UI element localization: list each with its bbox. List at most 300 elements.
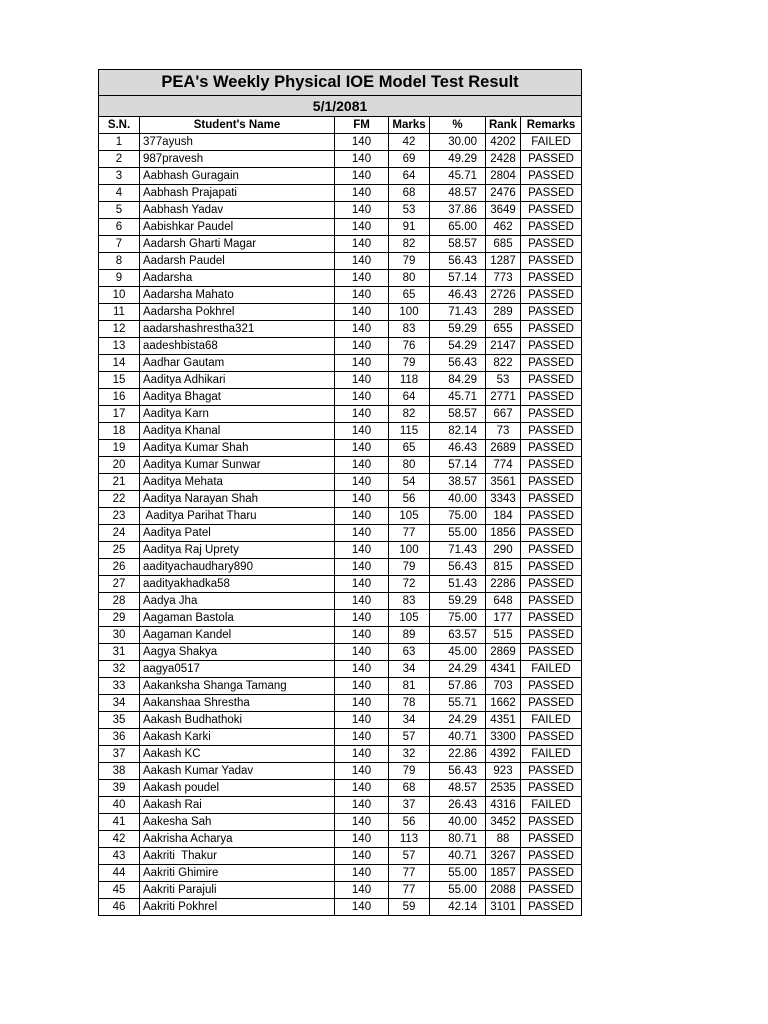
table-row — [99, 270, 582, 287]
cell-remarks: PASSED — [521, 457, 582, 474]
cell-rank: 923 — [486, 763, 521, 780]
cell-rank: 3343 — [486, 491, 521, 508]
cell-student-name: 987pravesh — [140, 151, 335, 168]
cell-remarks: PASSED — [521, 627, 582, 644]
cell-marks: 83 — [389, 321, 430, 338]
cell-sn: 46 — [99, 899, 140, 916]
cell-rank: 4351 — [486, 712, 521, 729]
cell-sn: 9 — [99, 270, 140, 287]
cell-marks: 56 — [389, 814, 430, 831]
cell-full-marks: 140 — [335, 134, 389, 151]
result-sheet — [98, 69, 581, 916]
cell-student-name: Aaditya Raj Uprety — [140, 542, 335, 559]
cell-rank: 703 — [486, 678, 521, 695]
cell-rank: 648 — [486, 593, 521, 610]
cell-remarks: PASSED — [521, 372, 582, 389]
cell-student-name: Aaditya Adhikari — [140, 372, 335, 389]
cell-percent: 65.00 — [430, 219, 486, 236]
cell-remarks: FAILED — [521, 797, 582, 814]
cell-remarks: PASSED — [521, 474, 582, 491]
cell-sn: 16 — [99, 389, 140, 406]
cell-percent: 26.43 — [430, 797, 486, 814]
cell-remarks: PASSED — [521, 780, 582, 797]
table-row — [99, 610, 582, 627]
cell-full-marks: 140 — [335, 236, 389, 253]
cell-marks: 79 — [389, 559, 430, 576]
cell-sn: 40 — [99, 797, 140, 814]
cell-sn: 39 — [99, 780, 140, 797]
cell-remarks: PASSED — [521, 440, 582, 457]
cell-marks: 100 — [389, 304, 430, 321]
cell-sn: 5 — [99, 202, 140, 219]
cell-rank: 462 — [486, 219, 521, 236]
cell-marks: 63 — [389, 644, 430, 661]
cell-remarks: PASSED — [521, 882, 582, 899]
date-row — [99, 96, 582, 117]
cell-marks: 113 — [389, 831, 430, 848]
cell-remarks: PASSED — [521, 848, 582, 865]
cell-marks: 89 — [389, 627, 430, 644]
cell-student-name: 377ayush — [140, 134, 335, 151]
cell-percent: 63.57 — [430, 627, 486, 644]
table-row — [99, 134, 582, 151]
cell-full-marks: 140 — [335, 253, 389, 270]
cell-remarks: PASSED — [521, 559, 582, 576]
cell-student-name: aagya0517 — [140, 661, 335, 678]
cell-full-marks: 140 — [335, 695, 389, 712]
cell-percent: 80.71 — [430, 831, 486, 848]
cell-rank: 2689 — [486, 440, 521, 457]
cell-sn: 44 — [99, 865, 140, 882]
cell-rank: 822 — [486, 355, 521, 372]
cell-sn: 29 — [99, 610, 140, 627]
cell-remarks: PASSED — [521, 831, 582, 848]
cell-student-name: Aadarsh Paudel — [140, 253, 335, 270]
cell-sn: 32 — [99, 661, 140, 678]
cell-rank: 4202 — [486, 134, 521, 151]
cell-rank: 774 — [486, 457, 521, 474]
cell-student-name: Aagya Shakya — [140, 644, 335, 661]
cell-remarks: PASSED — [521, 168, 582, 185]
cell-sn: 6 — [99, 219, 140, 236]
cell-student-name: Aagaman Kandel — [140, 627, 335, 644]
cell-rank: 773 — [486, 270, 521, 287]
cell-marks: 79 — [389, 355, 430, 372]
cell-marks: 81 — [389, 678, 430, 695]
cell-rank: 2771 — [486, 389, 521, 406]
cell-student-name: Aaditya Bhagat — [140, 389, 335, 406]
cell-rank: 1662 — [486, 695, 521, 712]
cell-sn: 11 — [99, 304, 140, 321]
cell-rank: 2535 — [486, 780, 521, 797]
cell-remarks: PASSED — [521, 185, 582, 202]
table-row — [99, 559, 582, 576]
cell-rank: 3101 — [486, 899, 521, 916]
cell-full-marks: 140 — [335, 372, 389, 389]
cell-student-name: Aaditya Karn — [140, 406, 335, 423]
cell-percent: 59.29 — [430, 593, 486, 610]
cell-marks: 69 — [389, 151, 430, 168]
cell-full-marks: 140 — [335, 168, 389, 185]
cell-student-name: Aaditya Narayan Shah — [140, 491, 335, 508]
cell-marks: 77 — [389, 865, 430, 882]
column-header-row — [99, 117, 582, 134]
cell-marks: 79 — [389, 763, 430, 780]
cell-percent: 71.43 — [430, 542, 486, 559]
header-name: Student's Name — [140, 117, 335, 134]
cell-marks: 118 — [389, 372, 430, 389]
cell-sn: 2 — [99, 151, 140, 168]
cell-remarks: PASSED — [521, 508, 582, 525]
cell-sn: 7 — [99, 236, 140, 253]
cell-marks: 105 — [389, 508, 430, 525]
cell-percent: 42.14 — [430, 899, 486, 916]
cell-rank: 4341 — [486, 661, 521, 678]
table-row — [99, 321, 582, 338]
cell-student-name: Aakanksha Shanga Tamang — [140, 678, 335, 695]
table-row — [99, 355, 582, 372]
cell-full-marks: 140 — [335, 899, 389, 916]
cell-percent: 54.29 — [430, 338, 486, 355]
cell-full-marks: 140 — [335, 270, 389, 287]
cell-student-name: Aakash Karki — [140, 729, 335, 746]
cell-full-marks: 140 — [335, 542, 389, 559]
cell-marks: 54 — [389, 474, 430, 491]
table-row — [99, 882, 582, 899]
cell-rank: 655 — [486, 321, 521, 338]
cell-student-name: aadityakhadka58 — [140, 576, 335, 593]
cell-percent: 55.00 — [430, 865, 486, 882]
cell-full-marks: 140 — [335, 508, 389, 525]
cell-sn: 13 — [99, 338, 140, 355]
cell-sn: 43 — [99, 848, 140, 865]
table-row — [99, 287, 582, 304]
cell-remarks: PASSED — [521, 865, 582, 882]
cell-percent: 40.71 — [430, 848, 486, 865]
cell-student-name: Aabhash Yadav — [140, 202, 335, 219]
cell-percent: 24.29 — [430, 712, 486, 729]
cell-marks: 82 — [389, 406, 430, 423]
cell-remarks: PASSED — [521, 814, 582, 831]
header-fm: FM — [335, 117, 389, 134]
cell-student-name: Aakash KC — [140, 746, 335, 763]
cell-remarks: PASSED — [521, 763, 582, 780]
cell-marks: 37 — [389, 797, 430, 814]
cell-sn: 22 — [99, 491, 140, 508]
cell-remarks: FAILED — [521, 661, 582, 678]
cell-percent: 22.86 — [430, 746, 486, 763]
cell-student-name: Aadarsha Mahato — [140, 287, 335, 304]
cell-percent: 40.71 — [430, 729, 486, 746]
cell-remarks: PASSED — [521, 287, 582, 304]
cell-student-name: Aakanshaa Shrestha — [140, 695, 335, 712]
cell-full-marks: 140 — [335, 287, 389, 304]
cell-percent: 75.00 — [430, 508, 486, 525]
cell-remarks: PASSED — [521, 236, 582, 253]
cell-full-marks: 140 — [335, 848, 389, 865]
cell-percent: 45.00 — [430, 644, 486, 661]
cell-percent: 75.00 — [430, 610, 486, 627]
cell-full-marks: 140 — [335, 185, 389, 202]
cell-rank: 1287 — [486, 253, 521, 270]
cell-marks: 57 — [389, 848, 430, 865]
cell-percent: 82.14 — [430, 423, 486, 440]
cell-remarks: PASSED — [521, 355, 582, 372]
table-row — [99, 831, 582, 848]
header-sn: S.N. — [99, 117, 140, 134]
cell-full-marks: 140 — [335, 780, 389, 797]
cell-student-name: Aaditya Patel — [140, 525, 335, 542]
table-row — [99, 542, 582, 559]
cell-rank: 73 — [486, 423, 521, 440]
cell-marks: 57 — [389, 729, 430, 746]
cell-marks: 91 — [389, 219, 430, 236]
cell-sn: 30 — [99, 627, 140, 644]
cell-student-name: Aadya Jha — [140, 593, 335, 610]
cell-remarks: PASSED — [521, 270, 582, 287]
cell-remarks: PASSED — [521, 423, 582, 440]
cell-marks: 59 — [389, 899, 430, 916]
cell-marks: 56 — [389, 491, 430, 508]
cell-marks: 68 — [389, 780, 430, 797]
table-row — [99, 185, 582, 202]
cell-full-marks: 140 — [335, 457, 389, 474]
table-row — [99, 151, 582, 168]
cell-full-marks: 140 — [335, 661, 389, 678]
cell-full-marks: 140 — [335, 746, 389, 763]
header-remarks: Remarks — [521, 117, 582, 134]
cell-marks: 77 — [389, 525, 430, 542]
cell-marks: 76 — [389, 338, 430, 355]
cell-student-name: Aaditya Khanal — [140, 423, 335, 440]
cell-remarks: PASSED — [521, 202, 582, 219]
cell-student-name: Aakesha Sah — [140, 814, 335, 831]
table-row — [99, 236, 582, 253]
cell-rank: 1856 — [486, 525, 521, 542]
cell-full-marks: 140 — [335, 678, 389, 695]
cell-student-name: Aadhar Gautam — [140, 355, 335, 372]
cell-sn: 17 — [99, 406, 140, 423]
cell-student-name: Aagaman Bastola — [140, 610, 335, 627]
cell-marks: 115 — [389, 423, 430, 440]
cell-rank: 2428 — [486, 151, 521, 168]
cell-marks: 83 — [389, 593, 430, 610]
cell-sn: 25 — [99, 542, 140, 559]
cell-sn: 19 — [99, 440, 140, 457]
cell-marks: 100 — [389, 542, 430, 559]
cell-rank: 515 — [486, 627, 521, 644]
cell-remarks: PASSED — [521, 491, 582, 508]
cell-remarks: PASSED — [521, 525, 582, 542]
cell-percent: 40.00 — [430, 491, 486, 508]
sheet-title: PEA's Weekly Physical IOE Model Test Result — [99, 70, 582, 96]
cell-marks: 82 — [389, 236, 430, 253]
cell-remarks: PASSED — [521, 151, 582, 168]
cell-marks: 68 — [389, 185, 430, 202]
cell-rank: 184 — [486, 508, 521, 525]
cell-student-name: Aakriti Pokhrel — [140, 899, 335, 916]
cell-remarks: PASSED — [521, 219, 582, 236]
cell-full-marks: 140 — [335, 355, 389, 372]
table-row — [99, 678, 582, 695]
cell-full-marks: 140 — [335, 610, 389, 627]
cell-full-marks: 140 — [335, 202, 389, 219]
table-row — [99, 389, 582, 406]
cell-sn: 23 — [99, 508, 140, 525]
cell-rank: 289 — [486, 304, 521, 321]
cell-full-marks: 140 — [335, 440, 389, 457]
cell-percent: 59.29 — [430, 321, 486, 338]
cell-student-name: Aakrisha Acharya — [140, 831, 335, 848]
table-row — [99, 457, 582, 474]
table-row — [99, 763, 582, 780]
cell-sn: 14 — [99, 355, 140, 372]
cell-rank: 3561 — [486, 474, 521, 491]
cell-rank: 667 — [486, 406, 521, 423]
cell-marks: 79 — [389, 253, 430, 270]
cell-sn: 10 — [99, 287, 140, 304]
cell-rank: 2804 — [486, 168, 521, 185]
cell-remarks: FAILED — [521, 134, 582, 151]
result-table — [98, 69, 582, 916]
cell-remarks: PASSED — [521, 593, 582, 610]
cell-remarks: PASSED — [521, 389, 582, 406]
table-row — [99, 661, 582, 678]
cell-rank: 4392 — [486, 746, 521, 763]
cell-remarks: PASSED — [521, 321, 582, 338]
cell-sn: 34 — [99, 695, 140, 712]
header-rank: Rank — [486, 117, 521, 134]
cell-sn: 26 — [99, 559, 140, 576]
cell-sn: 35 — [99, 712, 140, 729]
table-row — [99, 474, 582, 491]
cell-rank: 815 — [486, 559, 521, 576]
cell-marks: 77 — [389, 882, 430, 899]
cell-sn: 21 — [99, 474, 140, 491]
table-row — [99, 406, 582, 423]
table-row — [99, 712, 582, 729]
cell-sn: 18 — [99, 423, 140, 440]
cell-remarks: FAILED — [521, 746, 582, 763]
cell-full-marks: 140 — [335, 831, 389, 848]
cell-rank: 3267 — [486, 848, 521, 865]
cell-student-name: Aadarsha — [140, 270, 335, 287]
cell-student-name: Aakash poudel — [140, 780, 335, 797]
cell-rank: 1857 — [486, 865, 521, 882]
table-row — [99, 304, 582, 321]
cell-percent: 55.00 — [430, 882, 486, 899]
table-row — [99, 865, 582, 882]
cell-student-name: aadeshbista68 — [140, 338, 335, 355]
cell-rank: 177 — [486, 610, 521, 627]
cell-sn: 4 — [99, 185, 140, 202]
cell-marks: 34 — [389, 661, 430, 678]
table-body — [99, 134, 582, 916]
cell-percent: 55.00 — [430, 525, 486, 542]
cell-percent: 46.43 — [430, 440, 486, 457]
table-row — [99, 491, 582, 508]
cell-sn: 41 — [99, 814, 140, 831]
cell-percent: 57.86 — [430, 678, 486, 695]
cell-sn: 38 — [99, 763, 140, 780]
cell-remarks: PASSED — [521, 729, 582, 746]
cell-remarks: PASSED — [521, 610, 582, 627]
table-row — [99, 627, 582, 644]
cell-sn: 8 — [99, 253, 140, 270]
cell-marks: 105 — [389, 610, 430, 627]
cell-sn: 15 — [99, 372, 140, 389]
cell-full-marks: 140 — [335, 644, 389, 661]
cell-percent: 57.14 — [430, 270, 486, 287]
cell-student-name: Aaditya Kumar Sunwar — [140, 457, 335, 474]
cell-percent: 84.29 — [430, 372, 486, 389]
cell-percent: 71.43 — [430, 304, 486, 321]
cell-sn: 36 — [99, 729, 140, 746]
table-row — [99, 253, 582, 270]
cell-sn: 3 — [99, 168, 140, 185]
cell-sn: 20 — [99, 457, 140, 474]
cell-full-marks: 140 — [335, 321, 389, 338]
cell-marks: 78 — [389, 695, 430, 712]
cell-rank: 3300 — [486, 729, 521, 746]
cell-rank: 88 — [486, 831, 521, 848]
cell-sn: 12 — [99, 321, 140, 338]
table-row — [99, 644, 582, 661]
cell-remarks: PASSED — [521, 542, 582, 559]
cell-percent: 46.43 — [430, 287, 486, 304]
cell-remarks: PASSED — [521, 406, 582, 423]
cell-full-marks: 140 — [335, 797, 389, 814]
cell-marks: 53 — [389, 202, 430, 219]
cell-sn: 42 — [99, 831, 140, 848]
cell-student-name: Aakriti Thakur — [140, 848, 335, 865]
table-row — [99, 372, 582, 389]
cell-student-name: Aaditya Mehata — [140, 474, 335, 491]
cell-percent: 48.57 — [430, 780, 486, 797]
cell-percent: 57.14 — [430, 457, 486, 474]
cell-full-marks: 140 — [335, 627, 389, 644]
cell-full-marks: 140 — [335, 338, 389, 355]
cell-full-marks: 140 — [335, 525, 389, 542]
table-row — [99, 780, 582, 797]
cell-full-marks: 140 — [335, 729, 389, 746]
cell-rank: 2147 — [486, 338, 521, 355]
cell-full-marks: 140 — [335, 814, 389, 831]
cell-marks: 64 — [389, 168, 430, 185]
cell-percent: 56.43 — [430, 559, 486, 576]
cell-percent: 45.71 — [430, 168, 486, 185]
cell-sn: 37 — [99, 746, 140, 763]
cell-student-name: Aakash Budhathoki — [140, 712, 335, 729]
cell-remarks: PASSED — [521, 338, 582, 355]
cell-percent: 24.29 — [430, 661, 486, 678]
cell-full-marks: 140 — [335, 304, 389, 321]
table-row — [99, 797, 582, 814]
cell-full-marks: 140 — [335, 593, 389, 610]
cell-remarks: PASSED — [521, 576, 582, 593]
table-row — [99, 440, 582, 457]
cell-full-marks: 140 — [335, 491, 389, 508]
cell-student-name: Aaditya Parihat Tharu — [140, 508, 335, 525]
cell-marks: 34 — [389, 712, 430, 729]
table-row — [99, 746, 582, 763]
cell-student-name: Aadarsh Gharti Magar — [140, 236, 335, 253]
cell-student-name: Aabishkar Paudel — [140, 219, 335, 236]
cell-percent: 45.71 — [430, 389, 486, 406]
test-date: 5/1/2081 — [99, 96, 582, 117]
cell-full-marks: 140 — [335, 712, 389, 729]
cell-full-marks: 140 — [335, 865, 389, 882]
